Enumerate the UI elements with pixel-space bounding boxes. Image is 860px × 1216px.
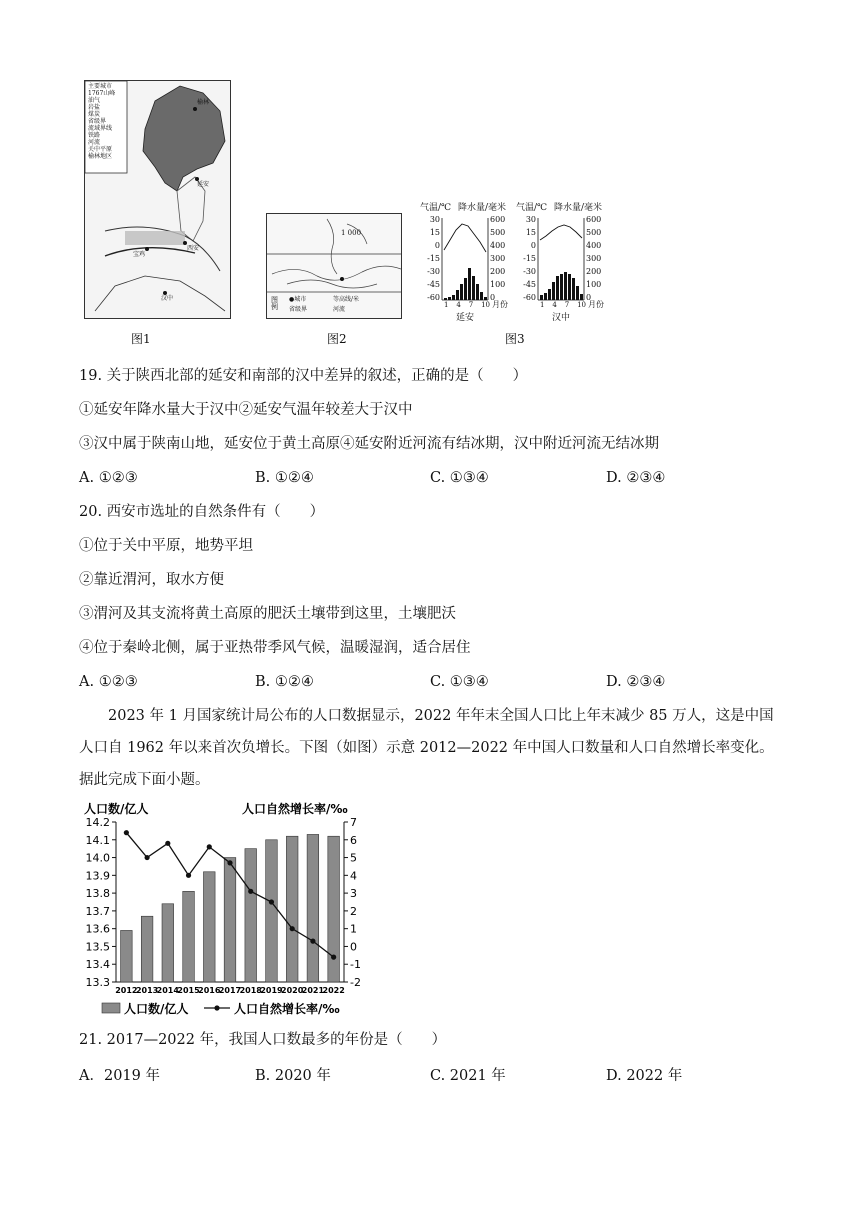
chart-xtick-label: 2021 [301, 986, 325, 995]
chart-ytick-left-label: 13.4 [85, 958, 110, 972]
chart-ytick-right-label: 2 [350, 904, 357, 918]
fig3-left-precip-tick: 0 [490, 293, 496, 302]
chart-ytick-left-label: 13.7 [85, 904, 110, 918]
fig3-right-month-tick: 10 [577, 301, 586, 309]
q19-statement-2: ③汉中属于陕南山地，延安位于黄土高原④延安附近河流有结冰期，汉中附近河流无结冰期 [79, 436, 659, 452]
fig3-right-precip-tick: 400 [586, 241, 602, 250]
figure-3-climate [420, 198, 610, 323]
fig3-right-precip-tick: 100 [586, 280, 602, 289]
chart-ytick-right-label: -2 [350, 976, 361, 989]
fig1-legend-8: 河流 [88, 139, 101, 146]
fig3-right-precip-tick: 0 [586, 293, 592, 302]
fig3-left-month-tick: 4 [456, 301, 461, 309]
fig1-legend-6: 流域界线 [88, 125, 113, 132]
fig1-legend-2: 油气 [88, 97, 101, 104]
chart-xtick-label: 2022 [322, 986, 345, 995]
fig2-legend-title: 图 例 [271, 296, 278, 311]
fig3-right-temp-tick: -60 [523, 293, 536, 302]
chart-ytick-right-label: 5 [350, 851, 357, 865]
fig3-left-month-tick: 10 [481, 301, 490, 309]
fig3-left-precip-tick: 200 [490, 267, 506, 276]
q20-statement-3: ③渭河及其支流将黄土高原的肥沃土壤带到这里，土壤肥沃 [79, 606, 456, 622]
fig1-label-baoji: 宝鸡 [133, 251, 146, 258]
q19-option-d[interactable]: D. ②③④ [606, 470, 666, 486]
fig3-right-precip-tick: 300 [586, 254, 602, 263]
chart-bar [183, 891, 195, 982]
fig1-legend-7: 铁路 [88, 132, 101, 139]
chart-line-point [269, 899, 274, 904]
chart-xtick-label: 2020 [281, 986, 304, 995]
fig1-label-yanan: 延安 [197, 181, 210, 188]
chart-bar [162, 904, 174, 982]
chart-line-point [165, 841, 170, 846]
q21-option-b[interactable]: B. 2020 年 [255, 1068, 331, 1084]
fig3-left-precip-tick: 300 [490, 254, 506, 263]
fig2-legend-river: 河流 [333, 306, 346, 313]
q21-option-c[interactable]: C. 2021 年 [430, 1068, 506, 1084]
fig3-right-month-tick: 7 [564, 301, 570, 309]
chart-bar [307, 834, 319, 982]
fig3-left-temp-tick: -60 [427, 293, 440, 302]
figure-3-caption: 图3 [505, 332, 525, 346]
chart-xtick-label: 2015 [177, 986, 200, 995]
chart-xtick-label: 2013 [135, 986, 159, 995]
fig3-right-temp-tick: 30 [525, 215, 536, 224]
figure-2-map [266, 213, 402, 319]
q20-option-a[interactable]: A. ①②③ [79, 674, 138, 690]
chart-line-point [186, 873, 191, 878]
chart-ytick-right-label: 1 [350, 922, 357, 936]
fig3-left-precip-tick: 600 [490, 215, 506, 224]
fig3-right-precip-tick: 200 [586, 267, 602, 276]
chart-ytick-left-label: 13.3 [85, 976, 110, 989]
q21-option-a[interactable]: A．2019 年 [79, 1068, 160, 1084]
fig1-legend-4: 煤炭 [88, 111, 101, 118]
chart-xtick-label: 2012 [115, 986, 138, 995]
fig3-left-precip-tick: 100 [490, 280, 506, 289]
chart-xtick-label: 2018 [239, 986, 262, 995]
fig3-left-temp-tick: -30 [427, 267, 440, 276]
fig1-legend-0: 主要城市 [88, 83, 113, 90]
chart-line-point [144, 855, 149, 860]
fig3-right-temp-tick: 15 [525, 228, 536, 237]
fig3-right-month-label: 月份 [588, 300, 604, 309]
fig3-left-month-tick: 1 [444, 301, 449, 309]
chart-line-point [310, 939, 315, 944]
fig3-left-precip-label: 降水量/毫米 [458, 203, 507, 213]
fig3-right-precip-label: 降水量/毫米 [554, 203, 603, 213]
population-chart [82, 800, 372, 1022]
chart-ytick-left-label: 14.1 [85, 833, 110, 847]
fig3-right-temp-tick: -30 [523, 267, 536, 276]
chart-bar [224, 858, 236, 982]
fig3-right-precip-tick: 600 [586, 215, 602, 224]
chart-ytick-right-label: 7 [350, 816, 357, 829]
fig3-right-month-tick: 4 [552, 301, 557, 309]
fig3-right-city: 汉中 [552, 313, 571, 323]
chart-ytick-left-label: 13.9 [85, 869, 110, 883]
fig3-left-precip-tick: 400 [490, 241, 506, 250]
chart-ytick-left-label: 14.2 [85, 816, 110, 829]
fig3-right-temp-label: 气温/℃ [516, 203, 548, 213]
fig1-label-xian: 西安 [187, 245, 200, 252]
chart-legend-line-point [214, 1005, 219, 1010]
figure-1-caption: 图1 [131, 332, 151, 346]
chart-ytick-left-label: 13.6 [85, 922, 110, 936]
chart-xtick-label: 2019 [260, 986, 283, 995]
chart-legend-bar-label: 人口数/亿人 [124, 1002, 189, 1016]
chart-bar [121, 930, 133, 982]
q20-statement-2: ②靠近渭河，取水方便 [79, 572, 224, 588]
fig3-left-temp-tick: 0 [434, 241, 440, 250]
chart-ytick-right-label: 6 [350, 833, 357, 847]
q19-option-b[interactable]: B. ①②④ [255, 470, 314, 486]
fig1-legend-1: 1767山峰 [88, 90, 116, 97]
fig3-left-temp-tick: -15 [427, 254, 440, 263]
chart-bar [286, 836, 298, 982]
fig3-left-temp-tick: -45 [427, 280, 440, 289]
fig2-legend-border: 省级界 [289, 306, 308, 313]
fig3-left-month-label: 月份 [492, 300, 508, 309]
chart-bar [141, 916, 153, 982]
fig3-left-precip-tick: 500 [490, 228, 506, 237]
fig3-right-precip-tick: 500 [586, 228, 602, 237]
chart-ytick-left-label: 13.8 [85, 887, 110, 901]
q20-stem: 20. 西安市选址的自然条件有（ ） [79, 504, 325, 520]
chart-legend-line-label: 人口自然增长率/‰ [234, 1002, 340, 1016]
q20-statement-4: ④位于秦岭北侧，属于亚热带季风气候，温暖湿润，适合居住 [79, 640, 471, 656]
chart-xtick-label: 2016 [198, 986, 221, 995]
q19-option-a[interactable]: A. ①②③ [79, 470, 138, 486]
figure-1-map [84, 80, 231, 319]
chart-ytick-left-label: 13.5 [85, 940, 110, 954]
chart-line-point [207, 844, 212, 849]
chart-bar [245, 849, 257, 982]
fig1-legend-10: 榆林地区 [88, 153, 113, 160]
fig2-contour-label: 1 000 [341, 229, 362, 237]
chart-ytick-left-label: 14.0 [85, 851, 110, 865]
fig3-left-temp-tick: 15 [429, 228, 440, 237]
figure-2-caption: 图2 [327, 332, 347, 346]
fig3-right-temp-tick: 0 [530, 241, 536, 250]
chart-xtick-label: 2014 [156, 986, 179, 995]
fig2-legend-city: ●城市 [289, 296, 307, 303]
passage-text: 2023 年 1 月国家统计局公布的人口数据显示，2022 年年末全国人口比上年末减少 85 万人，这是中国人口自 1962 年以来首次负增长。下图（如图）示意 2012—2022 年中国人口数量和人口自然增长率变化。据此完成下面小题。 [79, 708, 774, 788]
fig1-label-hanzhong: 汉中 [161, 295, 174, 302]
fig1-legend-9: 关中平原 [88, 146, 113, 153]
fig3-left-city: 延安 [456, 313, 475, 323]
q19-stem: 19. 关于陕西北部的延安和南部的汉中差异的叙述，正确的是（ ） [79, 368, 528, 384]
chart-ytick-right-label: -1 [350, 958, 361, 972]
fig1-legend-5: 省级界 [88, 118, 107, 125]
fig3-right-temp-tick: -45 [523, 280, 536, 289]
chart-line-point [124, 830, 129, 835]
chart-ytick-right-label: 4 [350, 869, 357, 883]
chart-line-point [290, 926, 295, 931]
fig3-right-temp-tick: -15 [523, 254, 536, 263]
q20-option-b[interactable]: B. ①②④ [255, 674, 314, 690]
chart-line-point [248, 889, 253, 894]
q20-statement-1: ①位于关中平原，地势平坦 [79, 538, 253, 554]
chart-xtick-label: 2017 [218, 986, 242, 995]
chart-ytick-right-label: 0 [350, 940, 357, 954]
q20-option-d[interactable]: D. ②③④ [606, 674, 666, 690]
chart-bar [203, 872, 215, 982]
chart-line-point [331, 955, 336, 960]
chart-line-point [227, 860, 232, 865]
q21-option-d[interactable]: D. 2022 年 [606, 1068, 683, 1084]
fig1-legend-3: 岩盐 [88, 104, 101, 111]
fig3-left-temp-label: 气温/℃ [420, 203, 452, 213]
fig3-left-month-tick: 7 [468, 301, 474, 309]
fig3-right-month-tick: 1 [540, 301, 545, 309]
chart-ylabel-right: 人口自然增长率/‰ [242, 802, 348, 816]
population-chart-svg [82, 800, 372, 1022]
chart-legend-bar-swatch [102, 1003, 120, 1013]
chart-ytick-right-label: 3 [350, 887, 357, 901]
q19-statement-1: ①延安年降水量大于汉中②延安气温年较差大于汉中 [79, 402, 413, 418]
chart-bar [266, 840, 278, 982]
fig1-label-yulin: 榆林 [197, 99, 210, 106]
q21-stem: 21. 2017—2022 年，我国人口数最多的年份是（ ） [79, 1032, 447, 1048]
q19-option-c[interactable]: C. ①③④ [430, 470, 489, 486]
fig3-left-temp-tick: 30 [429, 215, 440, 224]
chart-ylabel-left: 人口数/亿人 [84, 802, 149, 816]
q20-option-c[interactable]: C. ①③④ [430, 674, 489, 690]
chart-bar [328, 836, 340, 982]
fig2-legend-contour: 等高线/米 [333, 296, 360, 303]
